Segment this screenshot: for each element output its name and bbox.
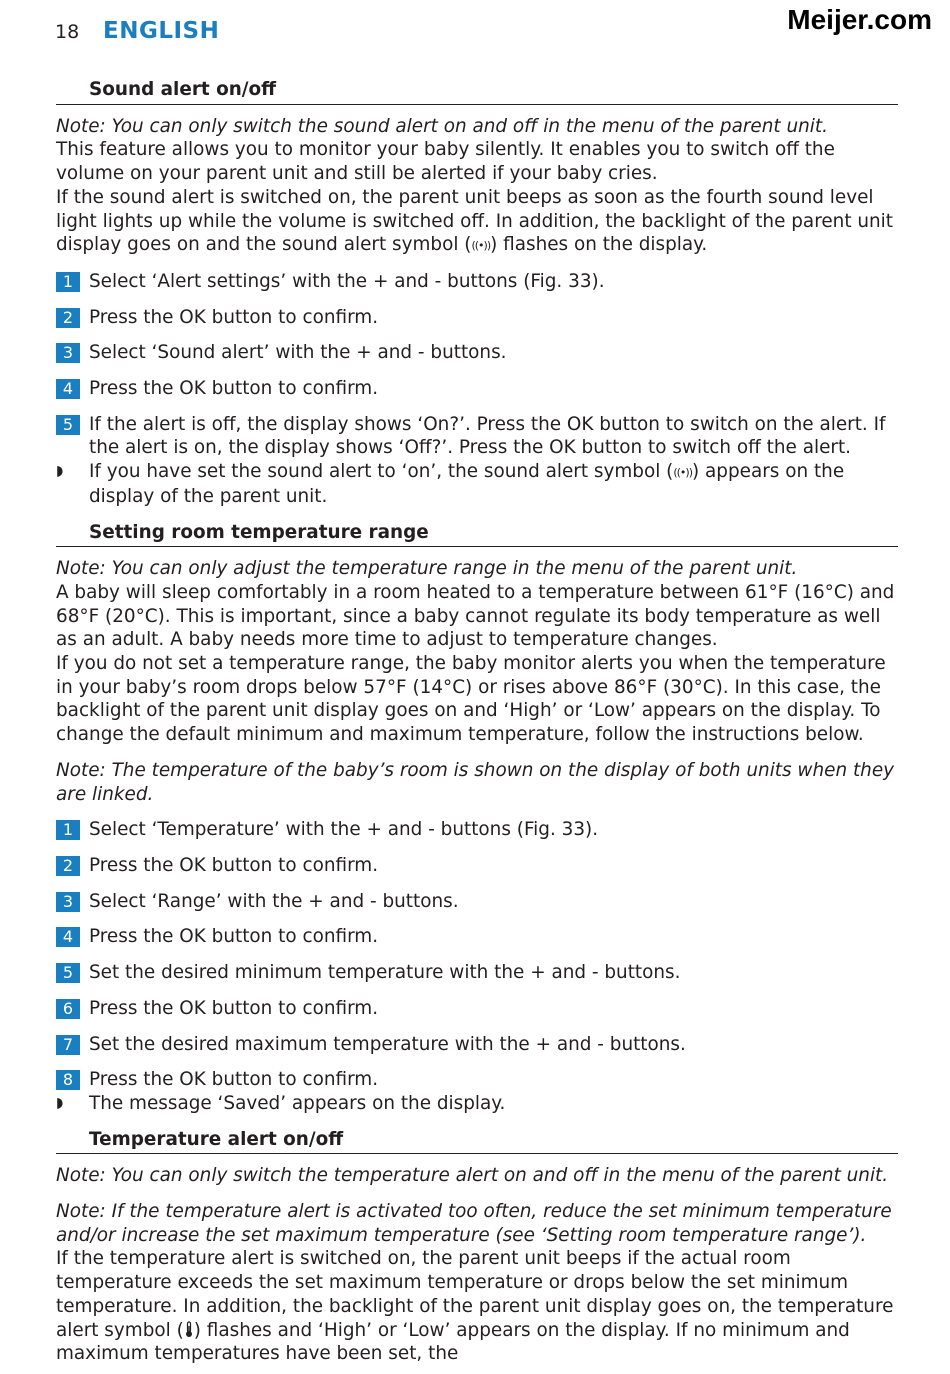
step-item — [56, 377, 898, 401]
step-number: 2 — [56, 856, 80, 876]
step-item — [56, 961, 898, 985]
step-item — [56, 1033, 898, 1057]
section-heading-temperature-alert: Temperature alert on/off — [56, 1128, 898, 1155]
step-text: Select ‘Range’ with the + and - buttons. — [89, 890, 459, 912]
step-number: 6 — [56, 999, 80, 1019]
step-text: Set the desired minimum temperature with the + and - buttons. — [89, 962, 681, 984]
triangle-right-icon: ◗ — [56, 1094, 64, 1111]
step-number: 3 — [56, 892, 80, 912]
paragraph: If the temperature alert is switched on, the parent unit beeps if the actual room temperature exceeds the set maximum temperature or drops below the set minimum temperature. In addition, the backlight of the parent unit display goes on, the temperature alert symbol ( ) flashes and ‘High’ or ‘Low’ appears on the display. If no minimum and maximum temperatures have been set, the — [56, 1248, 894, 1365]
step-number: 4 — [56, 927, 80, 947]
paragraph: If you do not set a temperature range, the baby monitor alerts you when the temperature in your baby’s room drops below 57°F (14°C) or rises above 86°F (30°C). In this case, the backlight of the parent unit display goes on and ‘High’ or ‘Low’ appears on the display. To change the default minimum and maximum temperature, follow the instructions below. — [56, 653, 886, 746]
language-label: ENGLISH — [103, 18, 220, 44]
result-text: If you have set the sound alert to ‘on’, the sound alert symbol (((•))) appears on the display of the parent unit. — [89, 461, 845, 507]
step-item — [56, 925, 898, 949]
step-item — [56, 413, 898, 460]
step-item — [56, 306, 898, 330]
triangle-right-icon: ◗ — [56, 463, 64, 480]
step-number: 8 — [56, 1070, 80, 1090]
step-item — [56, 890, 898, 914]
step-text: Press the OK button to confirm. — [89, 854, 379, 876]
step-text: Press the OK button to confirm. — [89, 1069, 379, 1091]
sound-alert-icon: ((•)) — [471, 239, 491, 253]
step-number: 4 — [56, 379, 80, 399]
step-text: Select ‘Temperature’ with the + and - buttons (Fig. 33). — [89, 819, 599, 841]
note: Note: You can only switch the temperature alert on and off in the menu of the parent unit. — [56, 1165, 889, 1187]
step-number: 1 — [56, 820, 80, 840]
step-text: Press the OK button to confirm. — [89, 997, 379, 1019]
step-text: Press the OK button to confirm. — [89, 378, 379, 400]
step-item — [56, 818, 898, 842]
step-number: 3 — [56, 343, 80, 363]
paragraph: A baby will sleep comfortably in a room heated to a temperature between 61°F (16°C) and 68°F (20°C). This is important, since a baby cannot regulate its body temperature as well as an adult. A baby needs more time to adjust to temperature changes. — [56, 581, 895, 651]
step-number: 5 — [56, 963, 80, 983]
step-text: If the alert is off, the display shows ‘On?’. Press the OK button to switch on the alert. If the alert is on, the display shows ‘Off?’. Press the OK button to switch off the alert. — [89, 413, 886, 459]
result-text: The message ‘Saved’ appears on the display. — [89, 1092, 506, 1114]
thermometer-icon — [184, 1320, 194, 1341]
step-text: Press the OK button to confirm. — [89, 926, 379, 948]
paragraph: If the sound alert is switched on, the parent unit beeps as soon as the fourth sound level light lights up while the volume is switched off. In addition, the backlight of the parent unit display goes on and the sound alert symbol (((•))) flashes on the display. — [56, 186, 898, 258]
note: Note: You can only switch the sound alert on and off in the menu of the parent unit. — [56, 115, 828, 137]
step-item — [56, 854, 898, 878]
step-item — [56, 1068, 898, 1092]
result-item — [56, 1092, 898, 1116]
step-number: 5 — [56, 415, 80, 435]
step-item — [56, 270, 898, 294]
sound-alert-icon: ((•)) — [673, 466, 692, 480]
section-heading-temperature-range: Setting room temperature range — [56, 521, 898, 548]
note: Note: You can only adjust the temperature range in the menu of the parent unit. — [56, 558, 798, 580]
step-text: Set the desired maximum temperature with the + and - buttons. — [89, 1033, 686, 1055]
page-number: 18 — [55, 21, 80, 43]
step-text: Select ‘Sound alert’ with the + and - buttons. — [89, 342, 507, 364]
step-number: 7 — [56, 1035, 80, 1055]
section-heading-sound-alert: Sound alert on/off — [56, 78, 898, 105]
step-text: Press the OK button to confirm. — [89, 306, 379, 328]
document-body — [56, 78, 898, 1366]
step-number: 2 — [56, 308, 80, 328]
step-number: 1 — [56, 272, 80, 292]
step-text: Select ‘Alert settings’ with the + and - buttons (Fig. 33). — [89, 270, 605, 292]
step-item — [56, 997, 898, 1021]
result-item — [56, 460, 898, 508]
paragraph: This feature allows you to monitor your baby silently. It enables you to switch off the volume on your parent unit and still be alerted if your baby cries. — [56, 139, 835, 185]
note: Note: The temperature of the baby’s room is shown on the display of both units when they are linked. — [56, 759, 895, 805]
step-item — [56, 341, 898, 365]
brand-watermark: Meijer.com — [787, 4, 932, 35]
note: Note: If the temperature alert is activated too often, reduce the set minimum temperature and/or increase the set maximum temperature (see ‘Setting room temperature range’). — [56, 1201, 892, 1246]
